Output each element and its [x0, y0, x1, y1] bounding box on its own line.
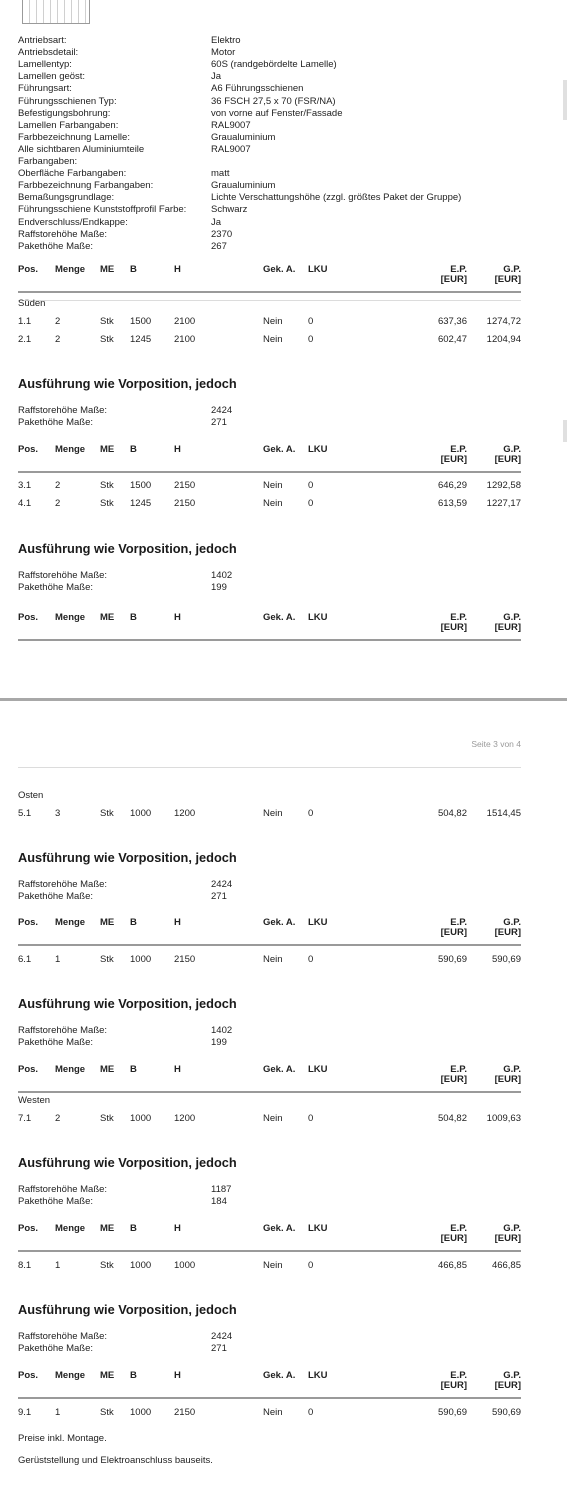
column-header-me: ME — [100, 1370, 115, 1381]
cell-gp: 1227,17 — [486, 498, 521, 509]
cell-pos: 6.1 — [18, 954, 32, 965]
cell-me: Stk — [100, 316, 114, 327]
raffstore-label: Raffstorehöhe Maße: — [18, 1025, 108, 1036]
cell-menge: 2 — [55, 334, 61, 345]
pakethoehe-label: Pakethöhe Maße: — [18, 1037, 93, 1048]
cell-ep: 637,36 — [437, 316, 467, 327]
column-header-gek: Gek. A. — [263, 444, 296, 455]
cell-gp: 590,69 — [491, 954, 521, 965]
spec-label: Oberfläche Farbangaben: — [18, 168, 127, 180]
column-header-ep-unit: [EUR] — [440, 622, 467, 633]
cell-b: 1000 — [130, 1407, 152, 1418]
header-rule — [18, 471, 521, 473]
column-header-pos: Pos. — [18, 264, 39, 275]
cell-lku: 0 — [308, 808, 314, 819]
column-header-ep: E.P. — [450, 1064, 467, 1075]
column-header-menge: Menge — [55, 917, 86, 928]
cell-gp: 590,69 — [491, 1407, 521, 1418]
pakethoehe-value: 271 — [211, 1343, 227, 1354]
raffstore-label: Raffstorehöhe Maße: — [18, 1184, 108, 1195]
cell-pos: 9.1 — [18, 1407, 32, 1418]
column-header-gp: G.P. — [503, 917, 521, 928]
column-header-gp-unit: [EUR] — [494, 622, 521, 633]
raffstore-label: Raffstorehöhe Maße: — [18, 405, 108, 416]
column-header-gp: G.P. — [503, 1370, 521, 1381]
cell-b: 1000 — [130, 954, 152, 965]
cell-lku: 0 — [308, 334, 314, 345]
cell-gek: Nein — [263, 334, 283, 345]
cell-lku: 0 — [308, 954, 314, 965]
spec-label: Führungsschiene Kunststoffprofil Farbe: — [18, 204, 187, 216]
column-header-ep-unit: [EUR] — [440, 454, 467, 465]
page-number: Seite 3 von 4 — [471, 739, 521, 749]
spec-label: Führungsschienen Typ: — [18, 95, 117, 107]
cell-me: Stk — [100, 498, 114, 509]
spec-label: Führungsart: — [18, 83, 72, 95]
spec-label: Antriebsdetail: — [18, 47, 79, 59]
variant-heading: Ausführung wie Vorposition, jedoch — [18, 541, 237, 556]
column-header-gp: G.P. — [503, 1064, 521, 1075]
group-label-westen: Westen — [18, 1095, 51, 1106]
column-header-lku: LKU — [308, 917, 328, 928]
spec-label: Bemaßungsgrundlage: — [18, 192, 115, 204]
cell-menge: 2 — [55, 498, 61, 509]
column-header-ep-unit: [EUR] — [440, 1380, 467, 1391]
spec-value: 60S (randgebördelte Lamelle) — [211, 59, 337, 71]
cell-gp: 1274,72 — [486, 316, 521, 327]
column-header-gek: Gek. A. — [263, 1064, 296, 1075]
cell-b: 1000 — [130, 1113, 152, 1124]
spec-label: Endverschluss/Endkappe: — [18, 216, 128, 228]
cell-me: Stk — [100, 1407, 114, 1418]
spec-value: Lichte Verschattungshöhe (zzgl. größtes Paket der Gruppe) — [211, 192, 462, 204]
header-rule — [18, 1091, 521, 1093]
cell-gp: 466,85 — [491, 1260, 521, 1271]
cell-menge: 2 — [55, 1113, 61, 1124]
cell-ep: 504,82 — [437, 1113, 467, 1124]
column-header-me: ME — [100, 264, 115, 275]
column-header-gp-unit: [EUR] — [494, 274, 521, 285]
header-rule — [18, 944, 521, 946]
cell-h: 2150 — [174, 498, 196, 509]
cell-h: 2100 — [174, 316, 196, 327]
pakethoehe-value: 184 — [211, 1196, 227, 1207]
column-header-b: B — [130, 1370, 137, 1381]
spec-value: Motor — [211, 47, 236, 59]
column-header-gek: Gek. A. — [263, 917, 296, 928]
column-header-ep-unit: [EUR] — [440, 1233, 467, 1244]
raffstore-label: Raffstorehöhe Maße: — [18, 570, 108, 581]
cell-gek: Nein — [263, 480, 283, 491]
column-header-me: ME — [100, 612, 115, 623]
spec-value: 267 — [211, 240, 227, 252]
column-header-gp: G.P. — [503, 264, 521, 275]
cell-pos: 3.1 — [18, 480, 32, 491]
pakethoehe-label: Pakethöhe Maße: — [18, 417, 93, 428]
cell-pos: 2.1 — [18, 334, 32, 345]
column-header-h: H — [174, 1064, 181, 1075]
cell-gek: Nein — [263, 1113, 283, 1124]
column-header-me: ME — [100, 1223, 115, 1234]
cell-h: 2150 — [174, 954, 196, 965]
footer-note-montage: Preise inkl. Montage. — [18, 1433, 107, 1444]
column-header-gek: Gek. A. — [263, 612, 296, 623]
column-header-h: H — [174, 612, 181, 623]
cell-menge: 2 — [55, 316, 61, 327]
column-header-lku: LKU — [308, 1370, 328, 1381]
cell-h: 2150 — [174, 480, 196, 491]
header-rule — [18, 1397, 521, 1399]
column-header-ep: E.P. — [450, 917, 467, 928]
column-header-h: H — [174, 444, 181, 455]
column-header-menge: Menge — [55, 264, 86, 275]
spec-value: Schwarz — [211, 204, 248, 216]
column-header-menge: Menge — [55, 612, 86, 623]
cell-b: 1000 — [130, 1260, 152, 1271]
variant-heading: Ausführung wie Vorposition, jedoch — [18, 1155, 237, 1170]
raffstore-value: 1402 — [211, 570, 233, 581]
group-rule — [18, 300, 521, 301]
cell-pos: 1.1 — [18, 316, 32, 327]
column-header-me: ME — [100, 917, 115, 928]
cell-b: 1245 — [130, 498, 152, 509]
cell-gek: Nein — [263, 498, 283, 509]
cell-b: 1500 — [130, 480, 152, 491]
raffstore-value: 1187 — [211, 1184, 232, 1195]
variant-heading: Ausführung wie Vorposition, jedoch — [18, 996, 237, 1011]
column-header-pos: Pos. — [18, 612, 39, 623]
column-header-ep: E.P. — [450, 1370, 467, 1381]
spec-label: Lamellen Farbangaben: — [18, 119, 119, 131]
spec-label: Lamellentyp: — [18, 59, 72, 71]
spec-value: Ja — [211, 216, 222, 228]
spec-label: Farbbezeichnung Lamelle: — [18, 131, 130, 143]
cell-lku: 0 — [308, 498, 314, 509]
pakethoehe-label: Pakethöhe Maße: — [18, 891, 93, 902]
cell-ep: 590,69 — [437, 954, 467, 965]
pakethoehe-label: Pakethöhe Maße: — [18, 1196, 93, 1207]
spec-value: von vorne auf Fenster/Fassade — [211, 107, 343, 119]
spec-label: Farbangaben: — [18, 156, 78, 167]
column-header-b: B — [130, 1064, 137, 1075]
column-header-h: H — [174, 1370, 181, 1381]
cell-gp: 1204,94 — [486, 334, 521, 345]
pakethoehe-value: 271 — [211, 417, 227, 428]
spec-value: Graualuminium — [211, 180, 276, 192]
group-label-osten: Osten — [18, 790, 44, 801]
cell-gp: 1292,58 — [486, 480, 521, 491]
header-rule — [18, 291, 521, 293]
cell-lku: 0 — [308, 1260, 314, 1271]
column-header-pos: Pos. — [18, 444, 39, 455]
header-rule — [18, 639, 521, 641]
cell-b: 1245 — [130, 334, 152, 345]
spec-label: Pakethöhe Maße: — [18, 240, 93, 252]
column-header-gp-unit: [EUR] — [494, 927, 521, 938]
cell-me: Stk — [100, 334, 114, 345]
column-header-gp: G.P. — [503, 1223, 521, 1234]
column-header-lku: LKU — [308, 444, 328, 455]
column-header-b: B — [130, 264, 137, 275]
scrollbar-track[interactable] — [563, 80, 567, 120]
raffstore-label: Raffstorehöhe Maße: — [18, 1331, 108, 1342]
cell-h: 1200 — [174, 808, 196, 819]
pakethoehe-value: 199 — [211, 1037, 227, 1048]
column-header-b: B — [130, 1223, 137, 1234]
cell-pos: 5.1 — [18, 808, 32, 819]
spec-label: Farbbezeichnung Farbangaben: — [18, 180, 154, 192]
column-header-pos: Pos. — [18, 1223, 39, 1234]
column-header-b: B — [130, 917, 137, 928]
variant-heading: Ausführung wie Vorposition, jedoch — [18, 376, 237, 391]
raffstore-value: 2424 — [211, 405, 233, 416]
column-header-gek: Gek. A. — [263, 1370, 296, 1381]
cell-me: Stk — [100, 480, 114, 491]
column-header-menge: Menge — [55, 1064, 86, 1075]
cell-gek: Nein — [263, 1260, 283, 1271]
raffstore-value: 2424 — [211, 879, 233, 890]
cell-menge: 1 — [55, 1407, 61, 1418]
cell-me: Stk — [100, 954, 114, 965]
column-header-me: ME — [100, 444, 115, 455]
cell-gp: 1009,63 — [486, 1113, 521, 1124]
cell-h: 2100 — [174, 334, 196, 345]
cell-gek: Nein — [263, 316, 283, 327]
pakethoehe-value: 199 — [211, 582, 227, 593]
cell-me: Stk — [100, 1113, 114, 1124]
column-header-pos: Pos. — [18, 1064, 39, 1075]
spec-label: Raffstorehöhe Maße: — [18, 228, 108, 240]
cell-b: 1500 — [130, 316, 152, 327]
cell-ep: 504,82 — [437, 808, 467, 819]
column-header-me: ME — [100, 1064, 115, 1075]
column-header-lku: LKU — [308, 1223, 328, 1234]
column-header-gek: Gek. A. — [263, 1223, 296, 1234]
cell-pos: 7.1 — [18, 1113, 32, 1124]
column-header-ep: E.P. — [450, 1223, 467, 1234]
column-header-ep-unit: [EUR] — [440, 1074, 467, 1085]
column-header-lku: LKU — [308, 264, 328, 275]
column-header-ep-unit: [EUR] — [440, 274, 467, 285]
column-header-ep: E.P. — [450, 444, 467, 455]
spec-label: Antriebsart: — [18, 35, 67, 46]
cell-lku: 0 — [308, 316, 314, 327]
cell-gek: Nein — [263, 1407, 283, 1418]
column-header-ep: E.P. — [450, 612, 467, 623]
cell-me: Stk — [100, 1260, 114, 1271]
column-header-gp: G.P. — [503, 444, 521, 455]
cell-ep: 590,69 — [437, 1407, 467, 1418]
cell-ep: 466,85 — [437, 1260, 467, 1271]
cell-ep: 602,47 — [437, 334, 467, 345]
cell-gek: Nein — [263, 954, 283, 965]
variant-heading: Ausführung wie Vorposition, jedoch — [18, 1302, 237, 1317]
column-header-h: H — [174, 264, 181, 275]
column-header-lku: LKU — [308, 612, 328, 623]
column-header-b: B — [130, 444, 137, 455]
spec-value: Graualuminium — [211, 131, 276, 143]
spec-label: Lamellen geöst: — [18, 71, 86, 83]
column-header-ep-unit: [EUR] — [440, 927, 467, 938]
column-header-lku: LKU — [308, 1064, 328, 1075]
group-label-sueden: Süden — [18, 298, 46, 309]
column-header-h: H — [174, 917, 181, 928]
cell-lku: 0 — [308, 480, 314, 491]
cell-gek: Nein — [263, 808, 283, 819]
column-header-pos: Pos. — [18, 1370, 39, 1381]
spec-value: RAL9007 — [211, 143, 251, 155]
column-header-gp-unit: [EUR] — [494, 1233, 521, 1244]
header-rule — [18, 1250, 521, 1252]
column-header-pos: Pos. — [18, 917, 39, 928]
pakethoehe-label: Pakethöhe Maße: — [18, 1343, 93, 1354]
cell-lku: 0 — [308, 1113, 314, 1124]
cell-b: 1000 — [130, 808, 152, 819]
column-header-h: H — [174, 1223, 181, 1234]
pakethoehe-value: 271 — [211, 891, 227, 902]
page-header-rule — [18, 767, 521, 768]
cell-lku: 0 — [308, 1407, 314, 1418]
cell-h: 2150 — [174, 1407, 196, 1418]
column-header-gp-unit: [EUR] — [494, 454, 521, 465]
cell-me: Stk — [100, 808, 114, 819]
column-header-menge: Menge — [55, 1370, 86, 1381]
spec-value: Elektro — [211, 35, 241, 46]
cell-menge: 1 — [55, 954, 61, 965]
cell-pos: 4.1 — [18, 498, 32, 509]
column-header-menge: Menge — [55, 1223, 86, 1234]
product-thumbnail-image — [22, 0, 90, 24]
raffstore-value: 2424 — [211, 1331, 233, 1342]
column-header-gek: Gek. A. — [263, 264, 296, 275]
spec-value: 2370 — [211, 228, 233, 240]
cell-gp: 1514,45 — [486, 808, 521, 819]
column-header-ep: E.P. — [450, 264, 467, 275]
column-header-gp: G.P. — [503, 612, 521, 623]
variant-heading: Ausführung wie Vorposition, jedoch — [18, 850, 237, 865]
cell-ep: 646,29 — [437, 480, 467, 491]
cell-menge: 1 — [55, 1260, 61, 1271]
spec-value: A6 Führungsschienen — [211, 83, 304, 95]
scrollbar-marker — [563, 420, 567, 442]
spec-value: matt — [211, 168, 230, 180]
raffstore-value: 1402 — [211, 1025, 233, 1036]
column-header-b: B — [130, 612, 137, 623]
spec-label: Alle sichtbaren Aluminiumteile — [18, 143, 145, 155]
footer-note-bauseits: Gerüststellung und Elektroanschluss bauseits. — [18, 1455, 213, 1466]
cell-ep: 613,59 — [437, 498, 467, 509]
spec-label: Befestigungsbohrung: — [18, 107, 111, 119]
column-header-menge: Menge — [55, 444, 86, 455]
spec-value: RAL9007 — [211, 119, 251, 131]
cell-menge: 2 — [55, 480, 61, 491]
raffstore-label: Raffstorehöhe Maße: — [18, 879, 108, 890]
cell-h: 1200 — [174, 1113, 196, 1124]
cell-h: 1000 — [174, 1260, 196, 1271]
cell-pos: 8.1 — [18, 1260, 32, 1271]
cell-menge: 3 — [55, 808, 61, 819]
page-break-divider — [0, 698, 567, 701]
column-header-gp-unit: [EUR] — [494, 1380, 521, 1391]
column-header-gp-unit: [EUR] — [494, 1074, 521, 1085]
pakethoehe-label: Pakethöhe Maße: — [18, 582, 93, 593]
spec-value: 36 FSCH 27,5 x 70 (FSR/NA) — [211, 95, 336, 107]
spec-value: Ja — [211, 71, 222, 83]
